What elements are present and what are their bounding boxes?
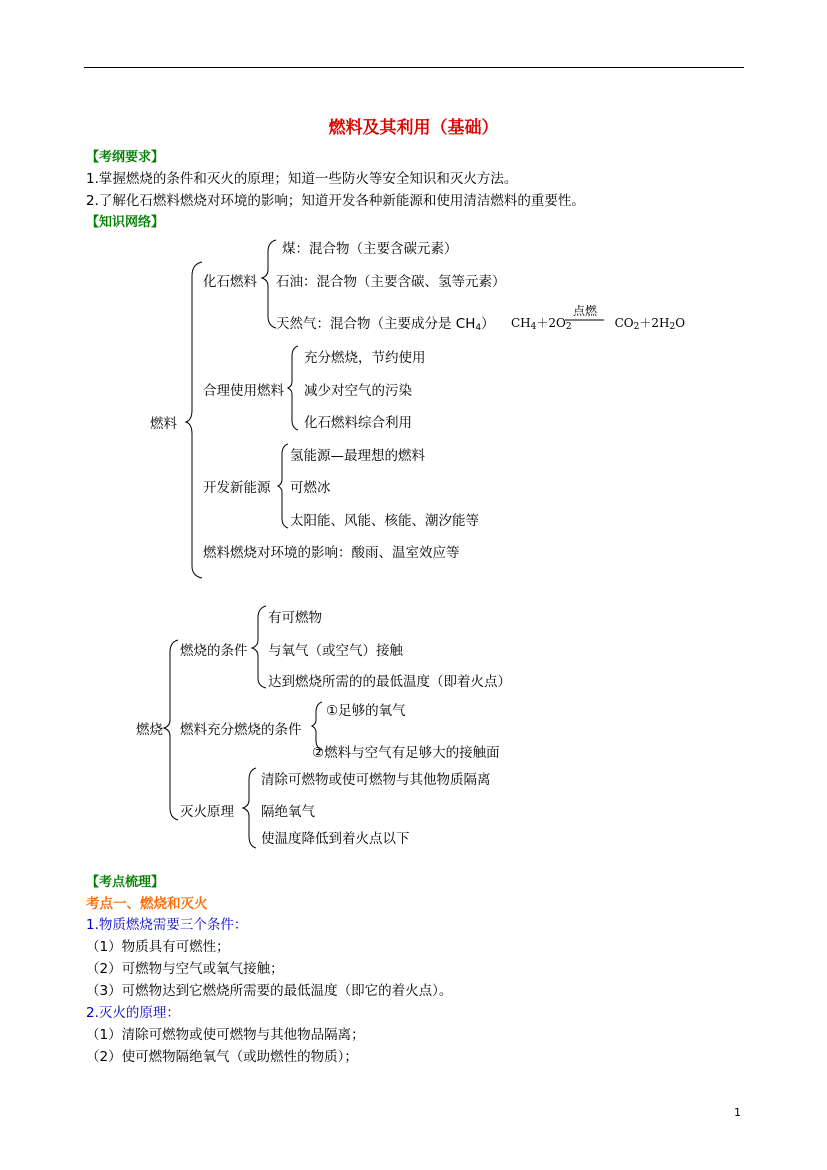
condition-line-3: （3）可燃物达到它燃烧所需要的最低温度（即它的着火点）。 bbox=[86, 983, 453, 999]
new-energy-item-2: 可燃冰 bbox=[290, 480, 331, 496]
conditions-label: 燃烧的条件 bbox=[180, 643, 248, 659]
oil-item: 石油：混合物（主要含碳、氢等元素） bbox=[276, 274, 506, 290]
combustion-root-label: 燃烧 bbox=[136, 722, 163, 738]
full-item-2: ②燃料与空气有足够大的接触面 bbox=[312, 745, 500, 761]
new-energy-item-3: 太阳能、风能、核能、潮汐能等 bbox=[290, 513, 479, 529]
rational-item-3: 化石燃料综合利用 bbox=[304, 415, 412, 431]
condition-item-2: 与氧气（或空气）接触 bbox=[268, 643, 403, 659]
new-energy-item-1: 氢能源—最理想的燃料 bbox=[290, 448, 425, 464]
subheading-1: 1.物质燃烧需要三个条件： bbox=[86, 917, 248, 933]
subheading-2: 2.灭火的原理： bbox=[86, 1005, 180, 1021]
full-item-1: ①足够的氧气 bbox=[326, 703, 406, 719]
full-combustion-label: 燃料充分燃烧的条件 bbox=[180, 722, 302, 738]
equation-condition: 点燃 bbox=[573, 304, 598, 318]
condition-line-2: （2）可燃物与空气或氧气接触； bbox=[86, 961, 284, 977]
outline-heading: 【考纲要求】 bbox=[86, 150, 165, 165]
keypoint-1: 考点一、燃烧和灭火 bbox=[86, 896, 208, 912]
extinguish-label: 灭火原理 bbox=[180, 804, 234, 820]
extinguish-line-1: （1）清除可燃物或使可燃物与其他物品隔离； bbox=[86, 1027, 365, 1043]
rational-item-1: 充分燃烧，节约使用 bbox=[304, 350, 426, 366]
methane-equation: $CH_4+2O_2$ $CO_2+2H_2O$ bbox=[511, 316, 686, 332]
gas-item: 天然气：混合物（主要成分是 $CH_4$） bbox=[276, 316, 495, 333]
network-heading: 【知识网络】 bbox=[86, 215, 165, 230]
points-heading: 【考点梳理】 bbox=[86, 875, 165, 890]
rational-use-label: 合理使用燃料 bbox=[203, 383, 284, 399]
environment-impact: 燃料燃烧对环境的影响：酸雨、温室效应等 bbox=[203, 545, 460, 561]
condition-item-1: 有可燃物 bbox=[268, 610, 322, 626]
coal-item: 煤：混合物（主要含碳元素） bbox=[282, 241, 458, 257]
extinguish-line-2: （2）使可燃物隔绝氧气（或助燃性的物质）； bbox=[86, 1049, 358, 1065]
page-title: 燃料及其利用（基础） bbox=[328, 118, 499, 138]
fossil-fuel-label: 化石燃料 bbox=[203, 274, 257, 290]
extinguish-item-2: 隔绝氧气 bbox=[261, 804, 315, 820]
fuel-root-label: 燃料 bbox=[150, 416, 177, 432]
extinguish-item-1: 清除可燃物或使可燃物与其他物质隔离 bbox=[261, 772, 491, 788]
outline-item-1: 1.掌握燃烧的条件和灭火的原理；知道一些防火等安全知识和灭火方法。 bbox=[86, 171, 518, 187]
page-number: 1 bbox=[734, 1106, 741, 1119]
outline-item-2: 2.了解化石燃料燃烧对环境的影响；知道开发各种新能源和使用清洁燃料的重要性。 bbox=[86, 193, 585, 209]
rational-item-2: 减少对空气的污染 bbox=[304, 383, 412, 399]
new-energy-label: 开发新能源 bbox=[203, 480, 271, 496]
extinguish-item-3: 使温度降低到着火点以下 bbox=[261, 831, 410, 847]
condition-item-3: 达到燃烧所需的的最低温度（即着火点） bbox=[268, 674, 511, 690]
condition-line-1: （1）物质具有可燃性； bbox=[86, 939, 230, 955]
